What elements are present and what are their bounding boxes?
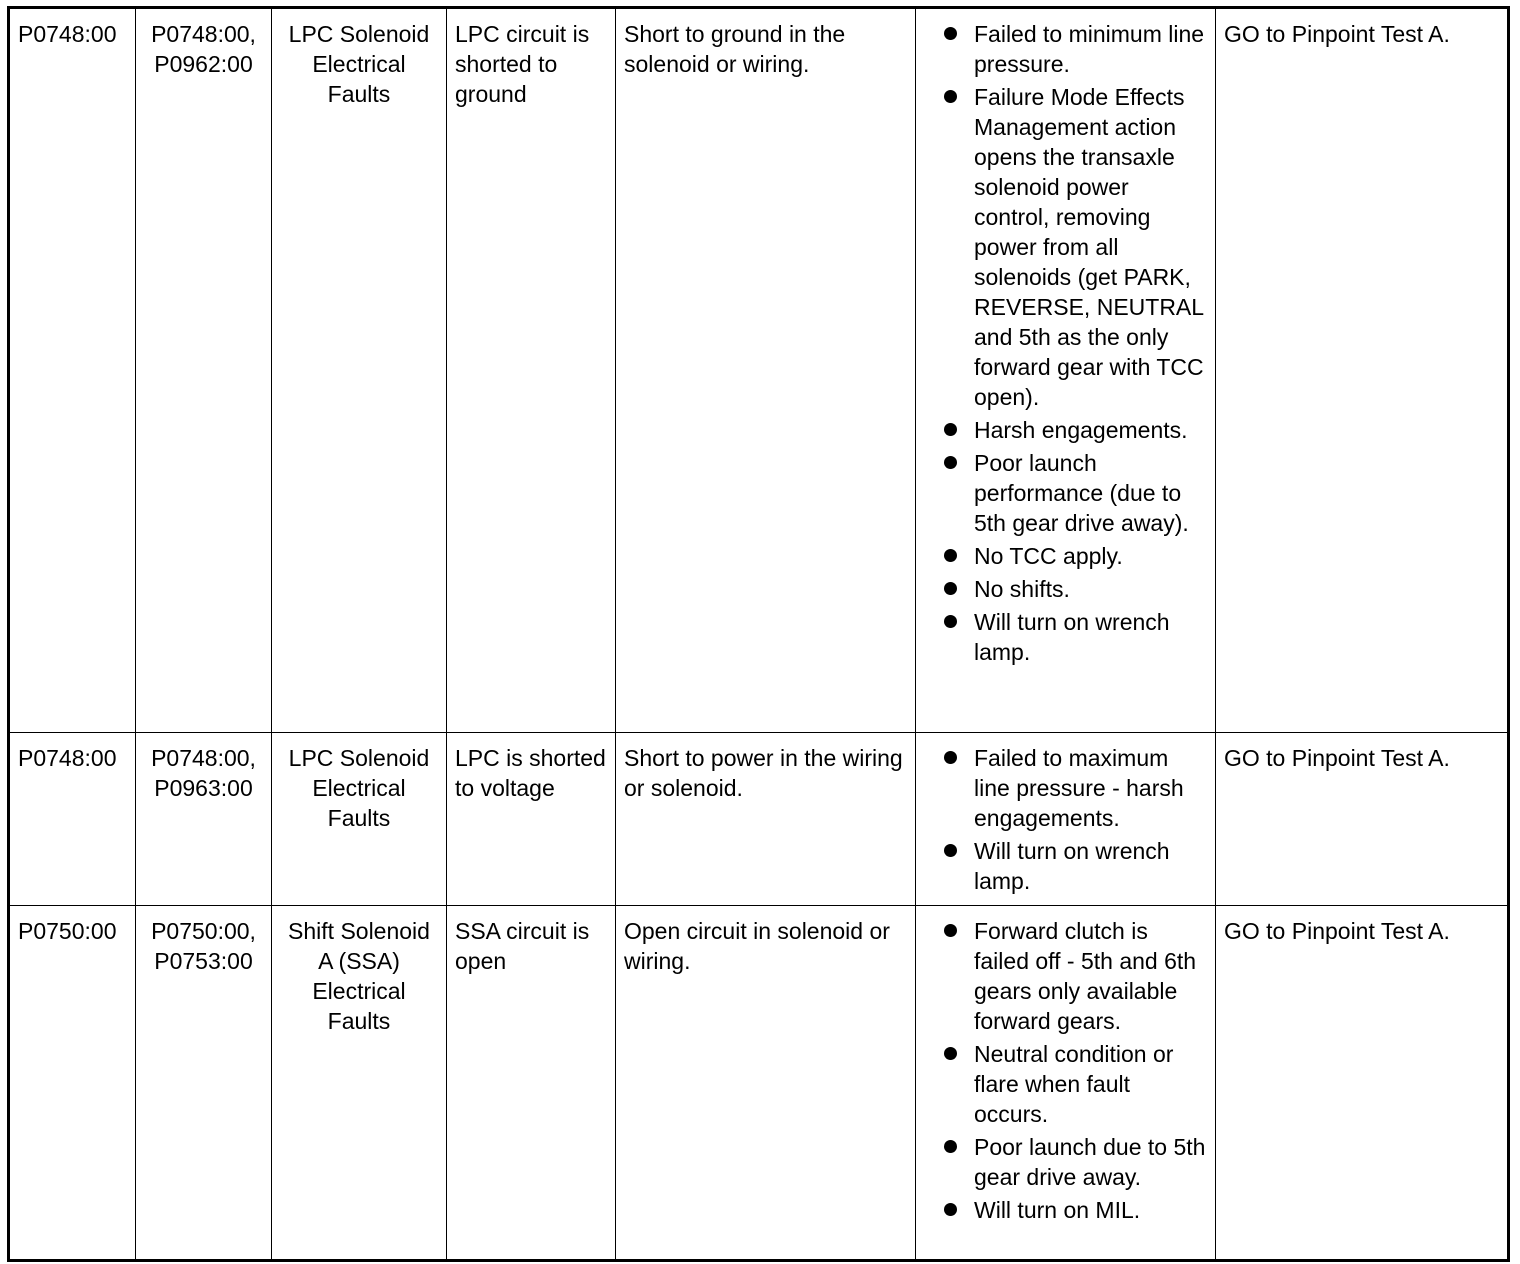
symptoms-cell bbox=[916, 733, 1216, 906]
description-cell bbox=[272, 8, 447, 733]
symptom-list bbox=[924, 19, 1207, 667]
condition-cell: LPC circuit is shorted to ground bbox=[447, 8, 616, 733]
symptom-text: Poor launch performance (due to 5th gear drive away). bbox=[974, 450, 1189, 536]
cause-cell: Short to power in the wiring or solenoid. bbox=[616, 733, 916, 906]
description-line: LPC Solenoid bbox=[288, 21, 430, 47]
description-cell bbox=[272, 733, 447, 906]
bullet-icon bbox=[944, 456, 957, 469]
related-codes-cell bbox=[136, 733, 272, 906]
symptom-text: No shifts. bbox=[974, 576, 1070, 602]
related-code: P0748:00, bbox=[151, 21, 256, 47]
dtc-code-cell: P0748:00 bbox=[9, 733, 136, 906]
table-row bbox=[9, 733, 1509, 906]
list-item bbox=[924, 541, 1207, 571]
list-item bbox=[924, 916, 1207, 1036]
bullet-icon bbox=[944, 615, 957, 628]
list-item bbox=[924, 574, 1207, 604]
symptom-text: Will turn on wrench lamp. bbox=[974, 838, 1170, 894]
related-codes-cell bbox=[136, 8, 272, 733]
list-item bbox=[924, 82, 1207, 412]
list-item bbox=[924, 743, 1207, 833]
description-line: Faults bbox=[327, 1008, 391, 1034]
symptom-text: Forward clutch is failed off - 5th and 6th gears only available forward gears. bbox=[974, 918, 1197, 1034]
table-row bbox=[9, 8, 1509, 733]
symptoms-cell bbox=[916, 8, 1216, 733]
bullet-icon bbox=[944, 1140, 957, 1153]
dtc-table-body bbox=[9, 8, 1509, 1261]
list-item bbox=[924, 1039, 1207, 1129]
related-code: P0963:00 bbox=[154, 775, 253, 801]
related-code: P0748:00, bbox=[151, 745, 256, 771]
symptom-text: Failure Mode Effects Management action opens the transaxle solenoid power control, removing power from all solenoids (get PARK, REVERSE, NEUTRAL and 5th as the only forward gear with TCC open). bbox=[974, 84, 1204, 410]
related-code: P0753:00 bbox=[154, 948, 253, 974]
description-line: Faults bbox=[327, 81, 391, 107]
list-item bbox=[924, 448, 1207, 538]
bullet-icon bbox=[944, 27, 957, 40]
dtc-code-cell: P0748:00 bbox=[9, 8, 136, 733]
bullet-icon bbox=[944, 423, 957, 436]
symptom-list bbox=[924, 743, 1207, 896]
dtc-table bbox=[7, 6, 1510, 1262]
related-code: P0962:00 bbox=[154, 51, 253, 77]
bullet-icon bbox=[944, 582, 957, 595]
symptom-text: No TCC apply. bbox=[974, 543, 1123, 569]
symptom-text: Will turn on MIL. bbox=[974, 1197, 1141, 1223]
symptom-text: Failed to minimum line pressure. bbox=[974, 21, 1205, 77]
action-cell: GO to Pinpoint Test A. bbox=[1216, 733, 1509, 906]
symptom-text: Will turn on wrench lamp. bbox=[974, 609, 1170, 665]
condition-cell: SSA circuit is open bbox=[447, 906, 616, 1261]
symptom-text: Poor launch due to 5th gear drive away. bbox=[974, 1134, 1206, 1190]
symptom-list bbox=[924, 916, 1207, 1225]
bullet-icon bbox=[944, 751, 957, 764]
bullet-icon bbox=[944, 924, 957, 937]
related-code: P0750:00, bbox=[151, 918, 256, 944]
symptom-text: Neutral condition or flare when fault occurs. bbox=[974, 1041, 1174, 1127]
list-item bbox=[924, 1195, 1207, 1225]
description-line: Faults bbox=[327, 805, 391, 831]
description-line: Electrical bbox=[312, 775, 406, 801]
list-item bbox=[924, 836, 1207, 896]
list-item bbox=[924, 415, 1207, 445]
cause-cell: Short to ground in the solenoid or wiring. bbox=[616, 8, 916, 733]
bullet-icon bbox=[944, 1203, 957, 1216]
action-cell: GO to Pinpoint Test A. bbox=[1216, 906, 1509, 1261]
dtc-code-cell: P0750:00 bbox=[9, 906, 136, 1261]
condition-cell: LPC is shorted to voltage bbox=[447, 733, 616, 906]
action-cell: GO to Pinpoint Test A. bbox=[1216, 8, 1509, 733]
table-row bbox=[9, 906, 1509, 1261]
list-item bbox=[924, 1132, 1207, 1192]
list-item bbox=[924, 607, 1207, 667]
description-line: LPC Solenoid bbox=[288, 745, 430, 771]
list-item bbox=[924, 19, 1207, 79]
cause-cell: Open circuit in solenoid or wiring. bbox=[616, 906, 916, 1261]
description-line: Shift Solenoid bbox=[288, 918, 430, 944]
related-codes-cell bbox=[136, 906, 272, 1261]
bullet-icon bbox=[944, 549, 957, 562]
description-line: Electrical bbox=[312, 978, 406, 1004]
description-line: A (SSA) bbox=[318, 948, 400, 974]
symptom-text: Harsh engagements. bbox=[974, 417, 1188, 443]
symptoms-cell bbox=[916, 906, 1216, 1261]
symptom-text: Failed to maximum line pressure - harsh engagements. bbox=[974, 745, 1184, 831]
description-line: Electrical bbox=[312, 51, 406, 77]
bullet-icon bbox=[944, 1047, 957, 1060]
bullet-icon bbox=[944, 844, 957, 857]
bullet-icon bbox=[944, 90, 957, 103]
description-cell bbox=[272, 906, 447, 1261]
